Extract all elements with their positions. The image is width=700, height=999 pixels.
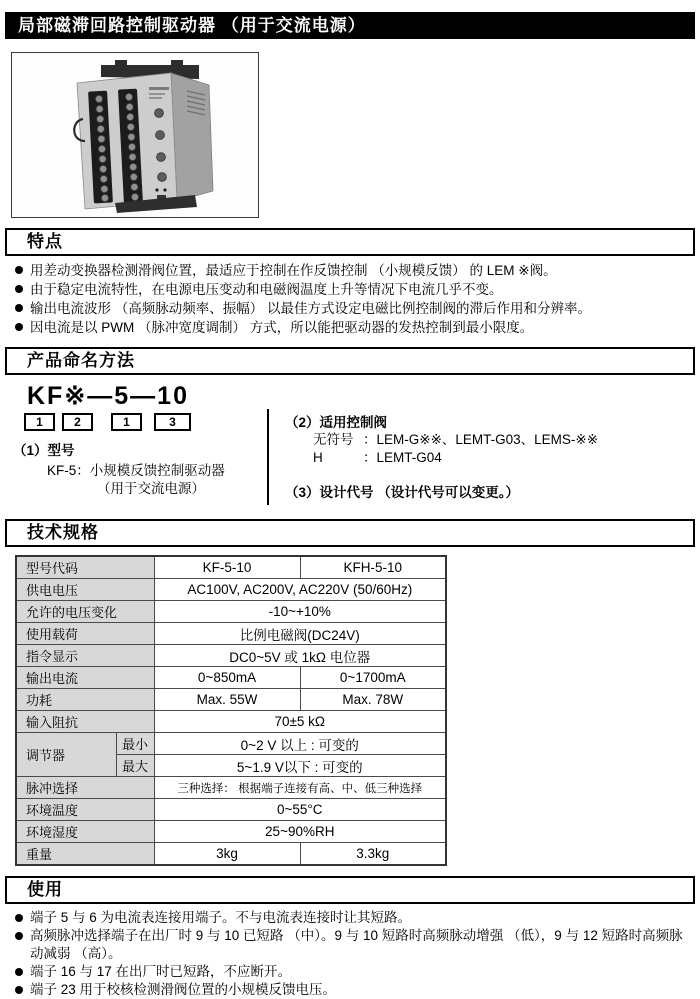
table-row: 环境温度 0~55°C xyxy=(16,799,446,821)
table-row: 调节器 最小 0~2 V 以上 : 可变的 xyxy=(16,733,446,755)
bullet-icon xyxy=(15,968,23,976)
valve-entry: H ： LEMT-G04 xyxy=(313,450,442,465)
table-row: 脉冲选择 三种选择： 根据端子连接有高、中、低三种选择 xyxy=(16,777,446,799)
design-code-label: （3）设计代号 （设计代号可以变更。） xyxy=(285,485,520,500)
code-box-4: 3 xyxy=(154,413,191,431)
table-row: 环境湿度 25~90%RH xyxy=(16,821,446,843)
table-row: 指令显示 DC0~5V 或 1kΩ 电位器 xyxy=(16,645,446,667)
list-item: 高频脉冲选择端子在出厂时 9 与 10 已短路 （中）。9 与 10 短路时高频脉动增强 （低），9 与 12 短路时高频脉动减弱 （高）。 xyxy=(15,927,692,963)
datasheet-page xyxy=(0,12,700,997)
section-heading-naming: 产品命名方法 xyxy=(5,347,695,375)
page-title: 局部磁滞回路控制驱动器 （用于交流电源） xyxy=(5,12,695,39)
section-heading-usage: 使用 xyxy=(5,876,695,904)
list-item: 端子 23 用于校核检测滑阀位置的小规模反馈电压。 xyxy=(15,981,692,999)
bullet-icon xyxy=(15,266,23,274)
brand-plate xyxy=(149,87,169,90)
product-photo xyxy=(11,52,259,218)
bullet-icon xyxy=(15,285,23,293)
model-type-entry: KF-5：小规模反馈控制驱动器 xyxy=(47,463,225,478)
model-code-position-boxes xyxy=(24,413,191,431)
list-item: 端子 5 与 6 为电流表连接用端子。不与电流表连接时让其短路。 xyxy=(15,909,692,927)
table-row: 型号代码 KF-5-10 KFH-5-10 xyxy=(16,556,446,579)
table-row: 重量 3kg 3.3kg xyxy=(16,843,446,866)
model-code: KF※—5—10 xyxy=(27,382,189,410)
table-row: 允许的电压变化 -10~+10% xyxy=(16,601,446,623)
list-item: 用差动变换器检测滑阀位置，最适应于控制在作反馈控制 （小规模反馈） 的 LEM ※阀。 xyxy=(15,261,692,280)
list-item: 因电流是以 PWM （脉冲宽度调制） 方式，所以能把驱动器的发热控制到最小限度。 xyxy=(15,318,692,337)
usage-list xyxy=(15,909,692,999)
bullet-icon xyxy=(15,932,23,940)
table-row: 供电电压 AC100V, AC200V, AC220V (50/60Hz) xyxy=(16,579,446,601)
bullet-icon xyxy=(15,914,23,922)
code-box-2: 2 xyxy=(62,413,93,431)
code-box-1: 1 xyxy=(24,413,55,431)
applicable-valves-label: （2）适用控制阀 xyxy=(285,415,388,430)
model-type-entry-line2: （用于交流电源） xyxy=(97,481,205,496)
table-row: 输出电流 0~850mA 0~1700mA xyxy=(16,667,446,689)
column-divider xyxy=(267,409,269,505)
bullet-icon xyxy=(15,323,23,331)
list-item: 端子 16 与 17 在出厂时已短路，不应断开。 xyxy=(15,963,692,981)
list-item: 输出电流波形 （高频脉动频率、振幅） 以最佳方式设定电磁比例控制阀的滞后作用和分辨率。 xyxy=(15,299,692,318)
section-heading-features: 特点 xyxy=(5,228,695,256)
features-list xyxy=(15,261,692,337)
table-row: 最大 5~1.9 V以下 : 可变的 xyxy=(16,755,446,777)
valve-entry: 无符号 ： LEM-G※※、LEMT-G03、LEMS-※※ xyxy=(313,432,599,447)
bullet-icon xyxy=(15,304,23,312)
led-indicator xyxy=(163,188,166,191)
list-item: 由于稳定电流特性，在电源电压变动和电磁阀温度上升等情况下电流几乎不变。 xyxy=(15,280,692,299)
table-row: 功耗 Max. 55W Max. 78W xyxy=(16,689,446,711)
bullet-icon xyxy=(15,986,23,994)
model-naming-diagram xyxy=(5,381,695,509)
device-illustration xyxy=(19,57,251,213)
spec-table xyxy=(15,555,447,866)
led-indicator xyxy=(155,188,158,191)
table-row: 输入阻抗 70±5 kΩ xyxy=(16,711,446,733)
applicable-valves-entries xyxy=(313,431,598,467)
model-type-label: （1）型号 xyxy=(13,443,75,458)
code-box-3: 1 xyxy=(111,413,142,431)
section-heading-specs: 技术规格 xyxy=(5,519,695,547)
table-row: 使用载荷 比例电磁阀(DC24V) xyxy=(16,623,446,645)
